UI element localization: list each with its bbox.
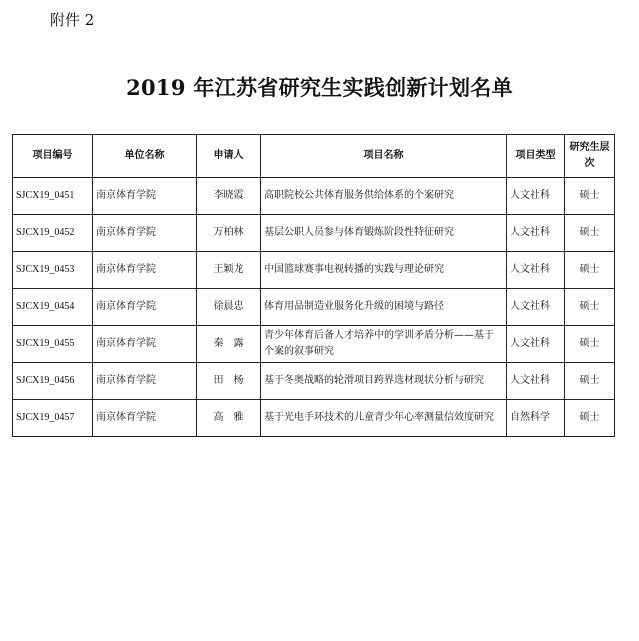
cell-applicant: 李晓霞: [197, 178, 261, 215]
header-graduate-level: 研究生层次: [565, 135, 615, 178]
cell-project: 基于光电手环技术的儿童青少年心率测量信效度研究: [261, 400, 507, 437]
cell-applicant: 王颖龙: [197, 252, 261, 289]
project-list-table: [12, 134, 615, 437]
cell-code: SJCX19_0455: [13, 326, 93, 363]
cell-project: 基于冬奥战略的轮滑项目跨界选材现状分析与研究: [261, 363, 507, 400]
header-unit-name: 单位名称: [93, 135, 197, 178]
header-project-code: 项目编号: [13, 135, 93, 178]
cell-type: 自然科学: [507, 400, 565, 437]
cell-type: 人文社科: [507, 326, 565, 363]
cell-code: SJCX19_0451: [13, 178, 93, 215]
cell-unit: 南京体育学院: [93, 363, 197, 400]
cell-unit: 南京体育学院: [93, 178, 197, 215]
cell-project: 基层公职人员参与体育锻炼阶段性特征研究: [261, 215, 507, 252]
cell-unit: 南京体育学院: [93, 252, 197, 289]
cell-level: 硕士: [565, 178, 615, 215]
header-project-type: 项目类型: [507, 135, 565, 178]
cell-applicant: 秦 露: [197, 326, 261, 363]
header-project-name: 项目名称: [261, 135, 507, 178]
table-row: [13, 252, 615, 289]
table-row: [13, 400, 615, 437]
cell-code: SJCX19_0454: [13, 289, 93, 326]
cell-project: 中国篮球赛事电视转播的实践与理论研究: [261, 252, 507, 289]
cell-level: 硕士: [565, 326, 615, 363]
cell-code: SJCX19_0456: [13, 363, 93, 400]
attachment-label: 附件 2: [50, 11, 95, 29]
cell-type: 人文社科: [507, 363, 565, 400]
cell-unit: 南京体育学院: [93, 215, 197, 252]
table-row: [13, 289, 615, 326]
cell-code: SJCX19_0457: [13, 400, 93, 437]
header-applicant: 申请人: [197, 135, 261, 178]
table-row: [13, 326, 615, 363]
cell-type: 人文社科: [507, 289, 565, 326]
table-row: [13, 215, 615, 252]
cell-level: 硕士: [565, 363, 615, 400]
table-header-row: [13, 135, 615, 178]
cell-unit: 南京体育学院: [93, 326, 197, 363]
cell-project: 体育用品制造业服务化升级的困境与路径: [261, 289, 507, 326]
cell-project: 青少年体育后备人才培养中的学训矛盾分析——基于个案的叙事研究: [261, 326, 507, 363]
table-row: [13, 178, 615, 215]
cell-type: 人文社科: [507, 178, 565, 215]
cell-unit: 南京体育学院: [93, 400, 197, 437]
cell-level: 硕士: [565, 215, 615, 252]
table-row: [13, 363, 615, 400]
cell-applicant: 万柏林: [197, 215, 261, 252]
cell-code: SJCX19_0452: [13, 215, 93, 252]
cell-applicant: 高 雅: [197, 400, 261, 437]
document-title: 2019 年江苏省研究生实践创新计划名单: [126, 75, 513, 100]
cell-applicant: 徐晨忠: [197, 289, 261, 326]
cell-applicant: 田 杨: [197, 363, 261, 400]
cell-level: 硕士: [565, 252, 615, 289]
cell-level: 硕士: [565, 400, 615, 437]
cell-type: 人文社科: [507, 215, 565, 252]
cell-type: 人文社科: [507, 252, 565, 289]
cell-code: SJCX19_0453: [13, 252, 93, 289]
cell-unit: 南京体育学院: [93, 289, 197, 326]
cell-level: 硕士: [565, 289, 615, 326]
cell-project: 高职院校公共体育服务供给体系的个案研究: [261, 178, 507, 215]
